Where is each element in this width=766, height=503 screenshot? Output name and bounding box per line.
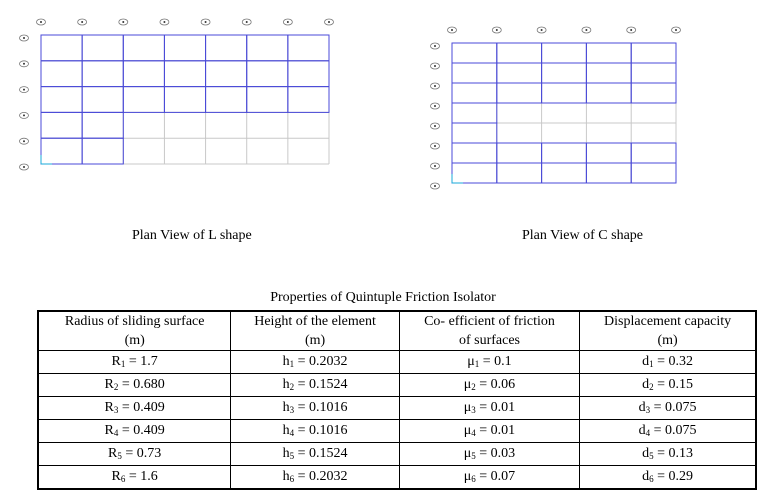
l-plan-frame-bay (41, 112, 82, 138)
table-cell: $d_6 = 0.29$ (580, 466, 756, 490)
l-plan-col-bubble-dot (287, 21, 289, 23)
table-cell: $d_5 = 0.13$ (580, 443, 756, 466)
c-plan-frame-bay (542, 163, 587, 183)
properties-table (37, 310, 757, 490)
l-plan-row-bubble-dot (23, 89, 25, 91)
l-plan-frame-bay (288, 35, 329, 61)
c-plan-frame-bay (631, 163, 676, 183)
l-plan-frame-bay (164, 61, 205, 87)
l-plan-frame-bay (82, 87, 123, 113)
l-plan-row-bubble-dot (23, 166, 25, 168)
table-cell: $d_1 = 0.32$ (580, 351, 756, 374)
table-cell: $R_6 = 1.6$ (38, 466, 231, 490)
table-cell: $\mu_6 = 0.07$ (399, 466, 579, 490)
c-plan-col-bubble-dot (541, 29, 543, 31)
table-cell: $\mu_2 = 0.06$ (399, 374, 579, 397)
c-plan-frame-bay (542, 43, 587, 63)
c-plan-frame-bay (631, 83, 676, 103)
table-row (38, 466, 756, 490)
table-cell: $R_5 = 0.73$ (38, 443, 231, 466)
l-plan-col-bubble-dot (328, 21, 330, 23)
l-plan-frame-bay (288, 61, 329, 87)
c-plan-row-bubble-dot (434, 145, 436, 147)
table-body (38, 351, 756, 490)
c-plan-row-bubble-dot (434, 105, 436, 107)
table-cell: $\mu_1 = 0.1$ (399, 351, 579, 374)
table-cell: $R_4 = 0.409$ (38, 420, 231, 443)
c-plan-frame-bay (586, 43, 631, 63)
c-plan-frame-bay (586, 143, 631, 163)
c-plan-frame-bay (452, 63, 497, 83)
c-plan-row-bubble-dot (434, 185, 436, 187)
l-plan-col-bubble-dot (163, 21, 165, 23)
c-plan-frame-bay (586, 163, 631, 183)
l-plan-frame-bay (206, 35, 247, 61)
table-header-2: Co- efficient of friction of surfaces (399, 311, 579, 351)
l-plan-frame-bay (41, 138, 82, 164)
l-plan-caption: Plan View of L shape (132, 228, 252, 243)
l-plan-frame-bay (82, 138, 123, 164)
l-plan-col-bubble-dot (40, 21, 42, 23)
c-plan-col-bubble-dot (496, 29, 498, 31)
table-cell: $\mu_5 = 0.03$ (399, 443, 579, 466)
c-plan-frame-bay (452, 103, 497, 123)
c-plan-frame-bay (452, 43, 497, 63)
c-plan-frame-bay (497, 43, 542, 63)
c-plan-frame-bay (586, 63, 631, 83)
table-cell: $h_4 = 0.1016$ (231, 420, 399, 443)
c-plan-frame-bay (497, 63, 542, 83)
l-plan-col-bubble-dot (81, 21, 83, 23)
c-plan-col-bubble-dot (451, 29, 453, 31)
c-plan-frame-bay (631, 143, 676, 163)
l-plan-frame-bay (164, 87, 205, 113)
l-plan-frame-bay (247, 35, 288, 61)
c-plan-frame-bay (542, 63, 587, 83)
l-plan-frame-bay (206, 61, 247, 87)
c-plan-row-bubble-dot (434, 165, 436, 167)
c-plan-frame-bay (497, 163, 542, 183)
l-plan-col-bubble-dot (246, 21, 248, 23)
table-title: Properties of Quintuple Friction Isolator (270, 290, 496, 305)
table-header-1: Height of the element (m) (231, 311, 399, 351)
table-cell: $\mu_4 = 0.01$ (399, 420, 579, 443)
l-plan-frame-bay (123, 87, 164, 113)
l-plan-row-bubble-dot (23, 37, 25, 39)
c-plan-row-bubble-dot (434, 125, 436, 127)
l-plan-frame-bay (164, 35, 205, 61)
table-row (38, 397, 756, 420)
l-plan-frame-bay (82, 61, 123, 87)
l-plan-frame-bay (247, 87, 288, 113)
c-plan-col-bubble-dot (585, 29, 587, 31)
table-cell: $h_5 = 0.1524$ (231, 443, 399, 466)
c-plan-row-bubble-dot (434, 65, 436, 67)
c-plan-frame-bay (631, 43, 676, 63)
l-plan-frame-bay (41, 35, 82, 61)
table-cell: $d_2 = 0.15$ (580, 374, 756, 397)
table-cell: $h_1 = 0.2032$ (231, 351, 399, 374)
table-cell: $\mu_3 = 0.01$ (399, 397, 579, 420)
c-plan-frame-bay (542, 143, 587, 163)
table-cell: $R_3 = 0.409$ (38, 397, 231, 420)
l-plan-col-bubble-dot (122, 21, 124, 23)
table-cell: $h_6 = 0.2032$ (231, 466, 399, 490)
table-header-0: Radius of sliding surface (m) (38, 311, 231, 351)
c-plan-row-bubble-dot (434, 45, 436, 47)
c-plan-frame-bay (631, 63, 676, 83)
table-cell: $d_3 = 0.075$ (580, 397, 756, 420)
c-plan-frame-bay (452, 83, 497, 103)
table-cell: $d_4 = 0.075$ (580, 420, 756, 443)
c-plan-frame-bay (452, 123, 497, 143)
l-plan-frame-bay (82, 112, 123, 138)
l-plan-frame-bay (123, 35, 164, 61)
table-row (38, 351, 756, 374)
l-plan-row-bubble-dot (23, 114, 25, 116)
l-plan-frame-bay (247, 61, 288, 87)
c-plan-col-bubble-dot (630, 29, 632, 31)
l-plan-row-bubble-dot (23, 140, 25, 142)
c-plan-col-bubble-dot (675, 29, 677, 31)
c-plan-frame-bay (452, 163, 497, 183)
c-plan-frame-bay (497, 143, 542, 163)
l-plan-row-bubble-dot (23, 63, 25, 65)
l-plan-frame-bay (123, 61, 164, 87)
table-cell: $R_1 = 1.7$ (38, 351, 231, 374)
l-plan-frame-bay (288, 87, 329, 113)
l-plan-frame-bay (206, 87, 247, 113)
c-plan-row-bubble-dot (434, 85, 436, 87)
table-row (38, 420, 756, 443)
c-plan-caption: Plan View of C shape (522, 228, 643, 243)
table-cell: $h_2 = 0.1524$ (231, 374, 399, 397)
table-row (38, 443, 756, 466)
c-plan-frame-bay (497, 83, 542, 103)
c-plan-frame-bay (542, 83, 587, 103)
c-plan-frame-bay (586, 83, 631, 103)
l-plan-frame-bay (41, 61, 82, 87)
table-cell: $h_3 = 0.1016$ (231, 397, 399, 420)
c-plan-frame-bay (452, 143, 497, 163)
table-header-3: Displacement capacity (m) (580, 311, 756, 351)
l-plan-frame-bay (41, 87, 82, 113)
table-header-row (38, 311, 756, 351)
table-row (38, 374, 756, 397)
l-plan-col-bubble-dot (205, 21, 207, 23)
l-plan-frame-bay (82, 35, 123, 61)
table-cell: $R_2 = 0.680$ (38, 374, 231, 397)
